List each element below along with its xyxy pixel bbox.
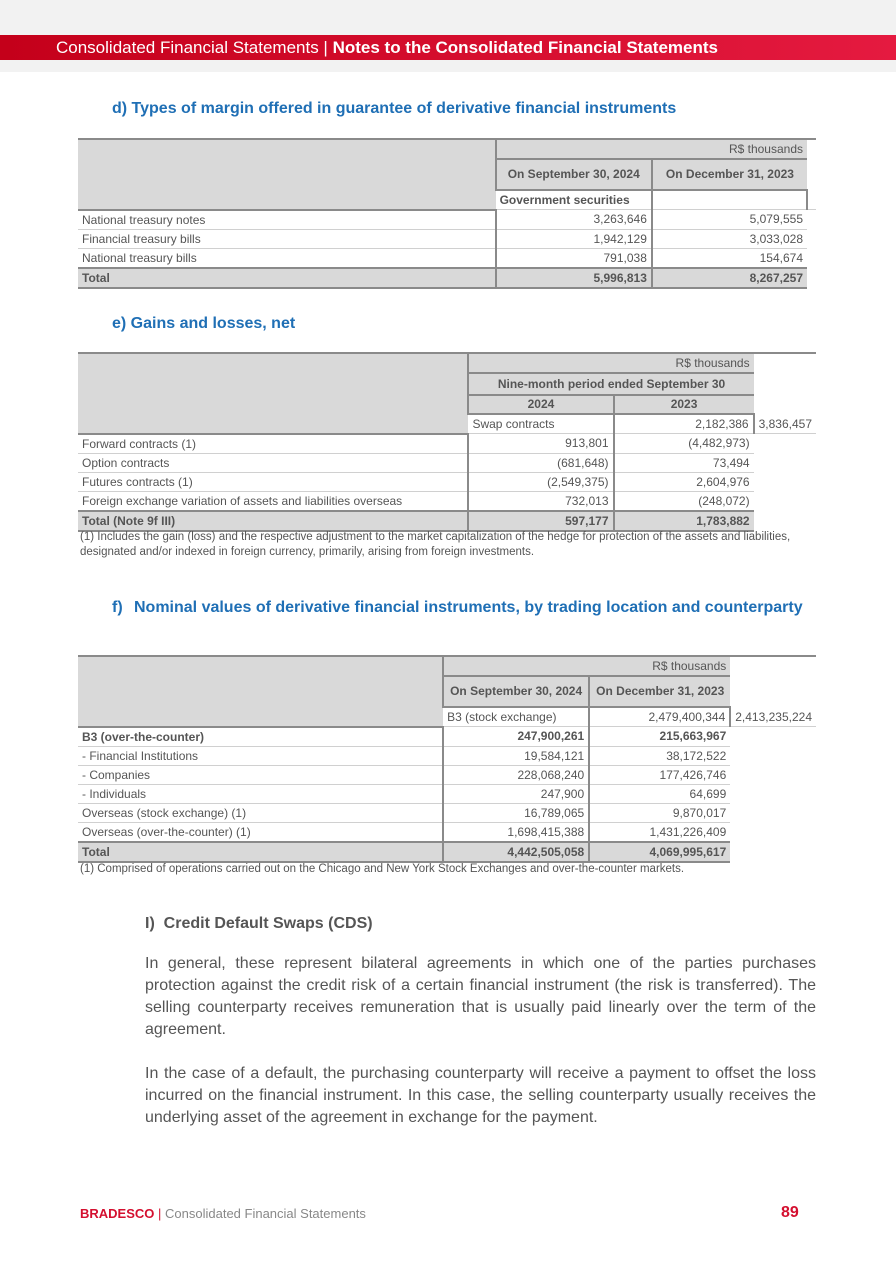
row-label: National treasury bills	[78, 248, 496, 268]
row-value: 3,263,646	[496, 210, 652, 230]
table-row	[78, 803, 816, 822]
nominal-values-table	[78, 655, 816, 863]
row-value: 2,479,400,344	[589, 707, 730, 727]
page-number: 89	[781, 1204, 799, 1221]
row-value: (681,648)	[468, 453, 613, 472]
row-label: Foreign exchange variation of assets and liabilities overseas	[78, 491, 468, 511]
row-value: 1,698,415,388	[443, 822, 589, 842]
row-label: Total (Note 9f III)	[78, 511, 468, 531]
row-value: 2,604,976	[614, 472, 754, 491]
column-header: On December 31, 2023	[589, 676, 730, 707]
row-value	[807, 190, 816, 210]
table-row	[78, 491, 816, 511]
row-value: 3,836,457	[754, 414, 816, 434]
column-header: On September 30, 2024	[443, 676, 589, 707]
row-value: 791,038	[496, 248, 652, 268]
row-label: B3 (over-the-counter)	[78, 727, 443, 747]
section-f-footnote: (1) Comprised of operations carried out on the Chicago and New York Stock Exchanges and over-the-counter markets.	[80, 863, 685, 875]
footer-brand: BRADESCO	[80, 1206, 155, 1221]
row-label: Total	[78, 268, 496, 288]
row-label: National treasury notes	[78, 210, 496, 230]
row-label: Government securities	[496, 190, 652, 210]
row-label: Futures contracts (1)	[78, 472, 468, 491]
column-header: On December 31, 2023	[652, 159, 807, 190]
period-header: Nine-month period ended September 30	[468, 373, 753, 395]
table-row	[78, 822, 816, 842]
cds-title: I) Credit Default Swaps (CDS)	[145, 915, 373, 932]
table-row	[78, 434, 816, 454]
row-value: 8,267,257	[652, 268, 807, 288]
row-label: Total	[78, 842, 443, 862]
header-blank	[78, 353, 468, 434]
row-value: (248,072)	[614, 491, 754, 511]
row-value: 913,801	[468, 434, 613, 454]
unit-label: R$ thousands	[496, 139, 807, 159]
row-label: - Individuals	[78, 784, 443, 803]
row-value: 228,068,240	[443, 765, 589, 784]
row-label: Option contracts	[78, 453, 468, 472]
row-value: 177,426,746	[589, 765, 730, 784]
header-blank	[78, 139, 496, 210]
header-sep: |	[318, 38, 333, 57]
table-row	[78, 268, 816, 288]
header-left: Consolidated Financial Statements	[56, 38, 319, 57]
row-value: (4,482,973)	[614, 434, 754, 454]
header-bar	[0, 35, 896, 60]
unit-label: R$ thousands	[443, 656, 730, 676]
row-value: 73,494	[614, 453, 754, 472]
section-d-title: d) Types of margin offered in guarantee of derivative financial instruments	[112, 100, 677, 117]
row-label: - Companies	[78, 765, 443, 784]
row-value: 154,674	[652, 248, 807, 268]
row-value: 64,699	[589, 784, 730, 803]
table-row	[78, 784, 816, 803]
row-label: Overseas (stock exchange) (1)	[78, 803, 443, 822]
row-label: - Financial Institutions	[78, 746, 443, 765]
row-value: 38,172,522	[589, 746, 730, 765]
row-value: 9,870,017	[589, 803, 730, 822]
unit-row	[78, 656, 816, 676]
row-value: (2,549,375)	[468, 472, 613, 491]
table-row	[78, 727, 816, 747]
table-row	[78, 842, 816, 862]
section-f-heading	[112, 598, 816, 618]
row-value: 2,182,386	[614, 414, 754, 434]
footer-title: Consolidated Financial Statements	[165, 1206, 366, 1221]
row-value: 3,033,028	[652, 229, 807, 248]
table-row	[78, 210, 816, 230]
row-value: 4,442,505,058	[443, 842, 589, 862]
row-value	[652, 190, 807, 210]
table-row	[78, 453, 816, 472]
unit-label: R$ thousands	[468, 353, 753, 373]
row-value: 5,996,813	[496, 268, 652, 288]
margin-types-table	[78, 138, 816, 289]
row-label: Forward contracts (1)	[78, 434, 468, 454]
row-value: 732,013	[468, 491, 613, 511]
row-label: Financial treasury bills	[78, 229, 496, 248]
column-header: 2023	[614, 395, 754, 414]
section-f-title: Nominal values of derivative financial instruments, by trading location and counterparty	[134, 599, 803, 616]
section-e-footnote: (1) Includes the gain (loss) and the respective adjustment to the market capitalization of the hedge for protection of the assets and liabilities, designated and/or indexed in foreign currency, primarily, arising from foreign investments.	[80, 531, 791, 558]
row-value: 215,663,967	[589, 727, 730, 747]
table-row	[78, 472, 816, 491]
section-e-title: e) Gains and losses, net	[112, 315, 296, 332]
row-value: 1,431,226,409	[589, 822, 730, 842]
row-value: 597,177	[468, 511, 613, 531]
table-row	[78, 746, 816, 765]
header-right: Notes to the Consolidated Financial Statements	[332, 38, 718, 57]
footer-left	[80, 1206, 366, 1221]
cds-paragraph-2: In the case of a default, the purchasing counterparty will receive a payment to offset the loss incurred on the financial instrument. In this case, the selling counterparty usually receives the underlying asset of the agreement in exchange for the payment.	[145, 1065, 816, 1126]
row-label: Overseas (over-the-counter) (1)	[78, 822, 443, 842]
section-f-label: f)	[112, 599, 123, 616]
row-value: 1,783,882	[614, 511, 754, 531]
row-value: 5,079,555	[652, 210, 807, 230]
header-blank	[78, 656, 443, 727]
unit-row	[78, 139, 816, 159]
row-value: 2,413,235,224	[730, 707, 816, 727]
unit-row	[78, 353, 816, 373]
row-value: 1,942,129	[496, 229, 652, 248]
table-row	[78, 511, 816, 531]
gains-losses-table	[78, 352, 816, 532]
table-row	[78, 765, 816, 784]
row-value: 247,900	[443, 784, 589, 803]
column-header: On September 30, 2024	[496, 159, 652, 190]
row-label: Swap contracts	[468, 414, 613, 434]
column-header: 2024	[468, 395, 613, 414]
row-value: 247,900,261	[443, 727, 589, 747]
row-value: 16,789,065	[443, 803, 589, 822]
cds-paragraph-1: In general, these represent bilateral agreements in which one of the parties purchases protection against the credit risk of a certain financial instrument (the risk is transferred). The selling counterparty receives remuneration that is usually paid linearly over the term of the agreement.	[145, 955, 816, 1038]
table-row	[78, 229, 816, 248]
table-row	[78, 248, 816, 268]
row-value: 19,584,121	[443, 746, 589, 765]
footer-sep: |	[154, 1206, 166, 1221]
row-label: B3 (stock exchange)	[443, 707, 589, 727]
row-value: 4,069,995,617	[589, 842, 730, 862]
